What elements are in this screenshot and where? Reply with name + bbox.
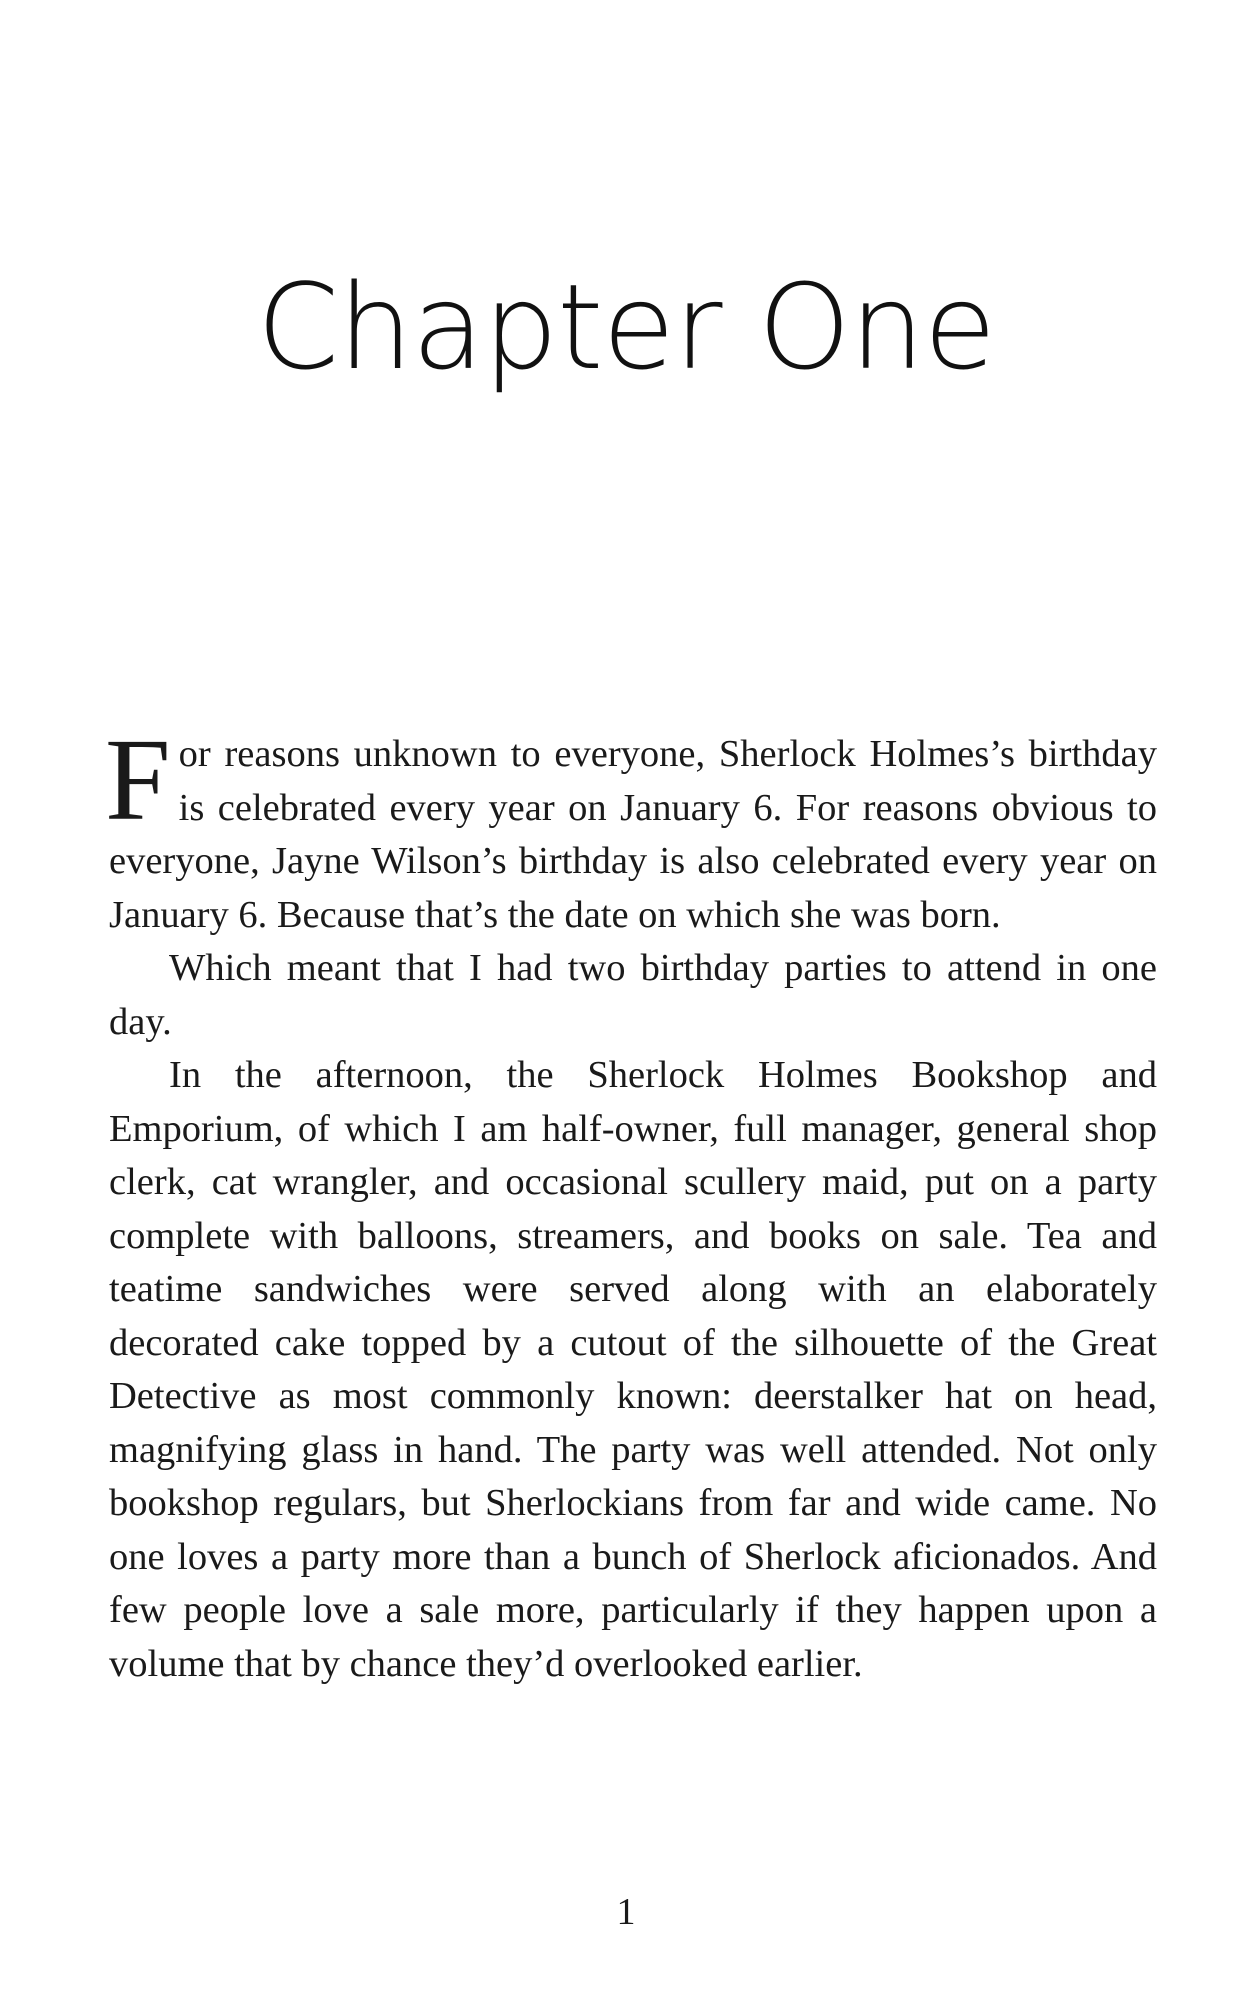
drop-cap: F xyxy=(105,714,171,845)
paragraph-3: In the afternoon, the Sherlock Holmes Bookshop and Emporium, of which I am half-owner, full manager, general shop clerk, cat wrangler, and occasional scullery maid, put on a party complete with balloons, streamers, and books on sale. Tea and teatime sandwiches were served along with an elaborately decorated cake topped by a cutout of the silhouette of the Great Detective as most commonly known: deerstalker hat on head, magnifying glass in hand. The party was well attended. Not only bookshop regulars, but Sherlockians from far and wide came. No one loves a party more than a bunch of Sherlock aficionados. And few people love a sale more, particularly if they happen upon a volume that by chance they’d overlooked earlier. xyxy=(109,1054,1157,1685)
paragraph-2: Which meant that I had two birthday parties to attend in one day. xyxy=(109,947,1157,1043)
chapter-title: Chapter One xyxy=(256,258,996,396)
paragraph-1 xyxy=(105,714,1157,942)
chapter-body xyxy=(105,714,1157,1691)
page-number: 1 xyxy=(616,1891,636,1933)
paragraph-1-text: or reasons unknown to everyone, Sherlock Holmes’s birthday is celebrated every year on January 6. For reasons obvious to everyone, Jayne Wilson’s birthday is also celebrated every year on January 6. Because that’s the date on which she was born. xyxy=(109,733,1157,936)
